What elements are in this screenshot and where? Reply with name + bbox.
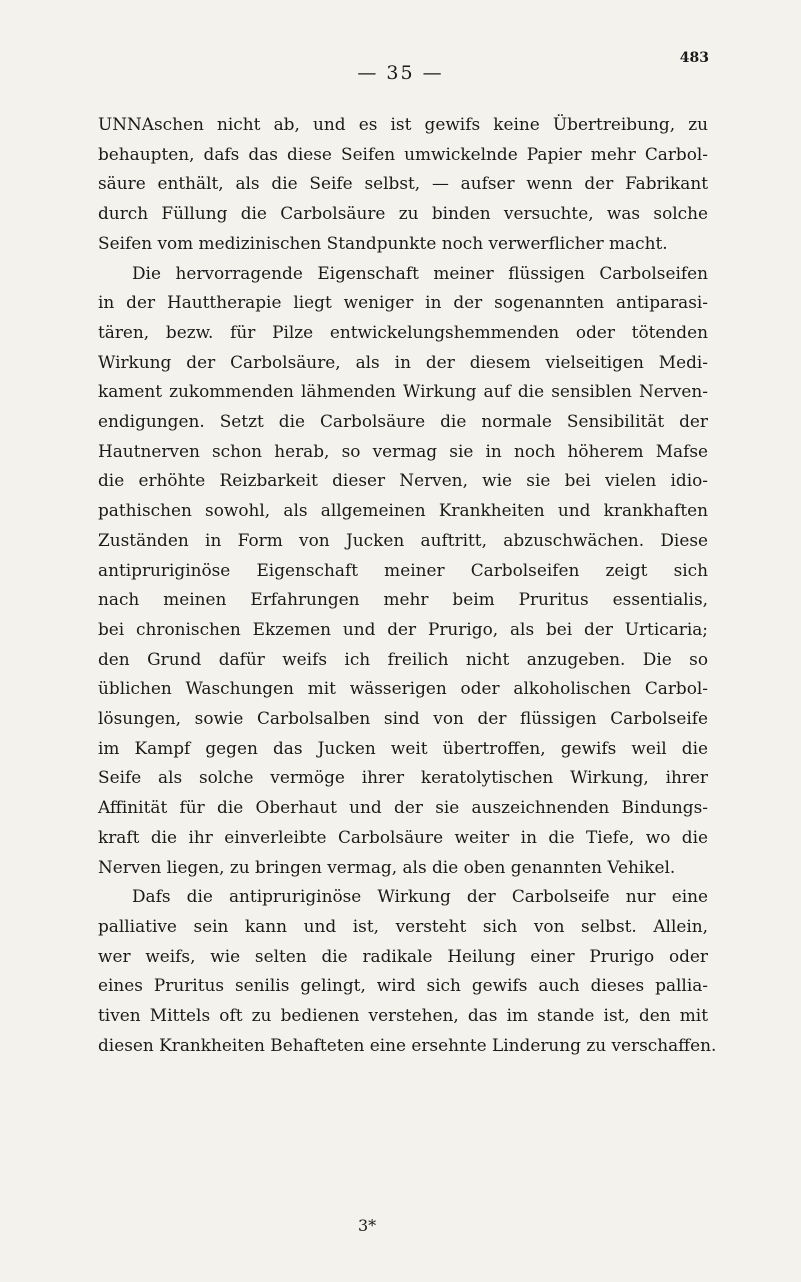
text-line: eines Pruritus senilis gelingt, wird sich gewifs auch dieses pallia-: [98, 975, 708, 996]
page-number: — 35 —: [357, 62, 444, 84]
text-line: diesen Krankheiten Behafteten eine ersehnte Linderung zu verschaffen.: [98, 1034, 717, 1055]
text-line: durch Füllung die Carbolsäure zu binden versuchte, was solche: [98, 203, 708, 224]
text-line: pathischen sowohl, als allgemeinen Krankheiten und krankhaften: [98, 500, 708, 521]
body-text: [98, 110, 717, 1061]
text-line: Wirkung der Carbolsäure, als in der diesem vielseitigen Medi-: [98, 351, 708, 372]
text-line: Die hervorragende Eigenschaft meiner flüssigen Carbolseifen: [132, 262, 708, 283]
text-line: tären, bezw. für Pilze entwickelungshemmenden oder tötenden: [98, 321, 708, 342]
text-line: lösungen, sowie Carbolsalben sind von der flüssigen Carbolseife: [98, 708, 708, 729]
text-line: nach meinen Erfahrungen mehr beim Pruritus essentialis,: [98, 589, 708, 610]
text-line: im Kampf gegen das Jucken weit übertroffen, gewifs weil die: [98, 737, 708, 758]
text-line: UNNAschen nicht ab, und es ist gewifs keine Übertreibung, zu: [98, 114, 708, 134]
text-line: die erhöhte Reizbarkeit dieser Nerven, wie sie bei vielen idio-: [98, 470, 708, 491]
text-line: den Grund dafür weifs ich freilich nicht anzugeben. Die so: [98, 648, 708, 669]
text-line: Dafs die antipruriginöse Wirkung der Carbolseife nur eine: [132, 886, 708, 907]
text-line: kament zukommenden lähmenden Wirkung auf die sensiblen Nerven-: [98, 381, 708, 402]
text-line: wer weifs, wie selten die radikale Heilung einer Prurigo oder: [98, 945, 708, 966]
text-line: Zuständen in Form von Jucken auftritt, abzuschwächen. Diese: [98, 529, 708, 550]
text-line: endigungen. Setzt die Carbolsäure die normale Sensibilität der: [98, 411, 708, 432]
text-line: kraft die ihr einverleibte Carbolsäure weiter in die Tiefe, wo die: [98, 826, 708, 847]
text-line: bei chronischen Ekzemen und der Prurigo, als bei der Urticaria;: [98, 618, 708, 639]
text-line: Seifen vom medizinischen Standpunkte noch verwerflicher macht.: [98, 232, 668, 253]
sheet-number: 483: [679, 50, 709, 66]
text-line: üblichen Waschungen mit wässerigen oder alkoholischen Carbol-: [98, 678, 708, 699]
text-line: in der Hauttherapie liegt weniger in der sogenannten antiparasi-: [98, 292, 708, 313]
text-line: Nerven liegen, zu bringen vermag, als die oben genannten Vehikel.: [98, 856, 676, 877]
text-line: antipruriginöse Eigenschaft meiner Carbolseifen zeigt sich: [98, 559, 708, 580]
text-line: behaupten, dafs das diese Seifen umwickelnde Papier mehr Carbol-: [98, 143, 708, 164]
text-line: Hautnerven schon herab, so vermag sie in noch höherem Mafse: [98, 440, 708, 461]
text-line: palliative sein kann und ist, versteht sich von selbst. Allein,: [98, 915, 708, 936]
text-line: Seife als solche vermöge ihrer keratolytischen Wirkung, ihrer: [98, 767, 708, 788]
text-line: säure enthält, als die Seife selbst, — aufser wenn der Fabrikant: [98, 173, 708, 194]
signature-mark: 3*: [358, 1216, 377, 1235]
text-line: Affinität für die Oberhaut und der sie auszeichnenden Bindungs-: [98, 797, 708, 818]
text-line: tiven Mittels oft zu bedienen verstehen, das im stande ist, den mit: [98, 1005, 708, 1026]
